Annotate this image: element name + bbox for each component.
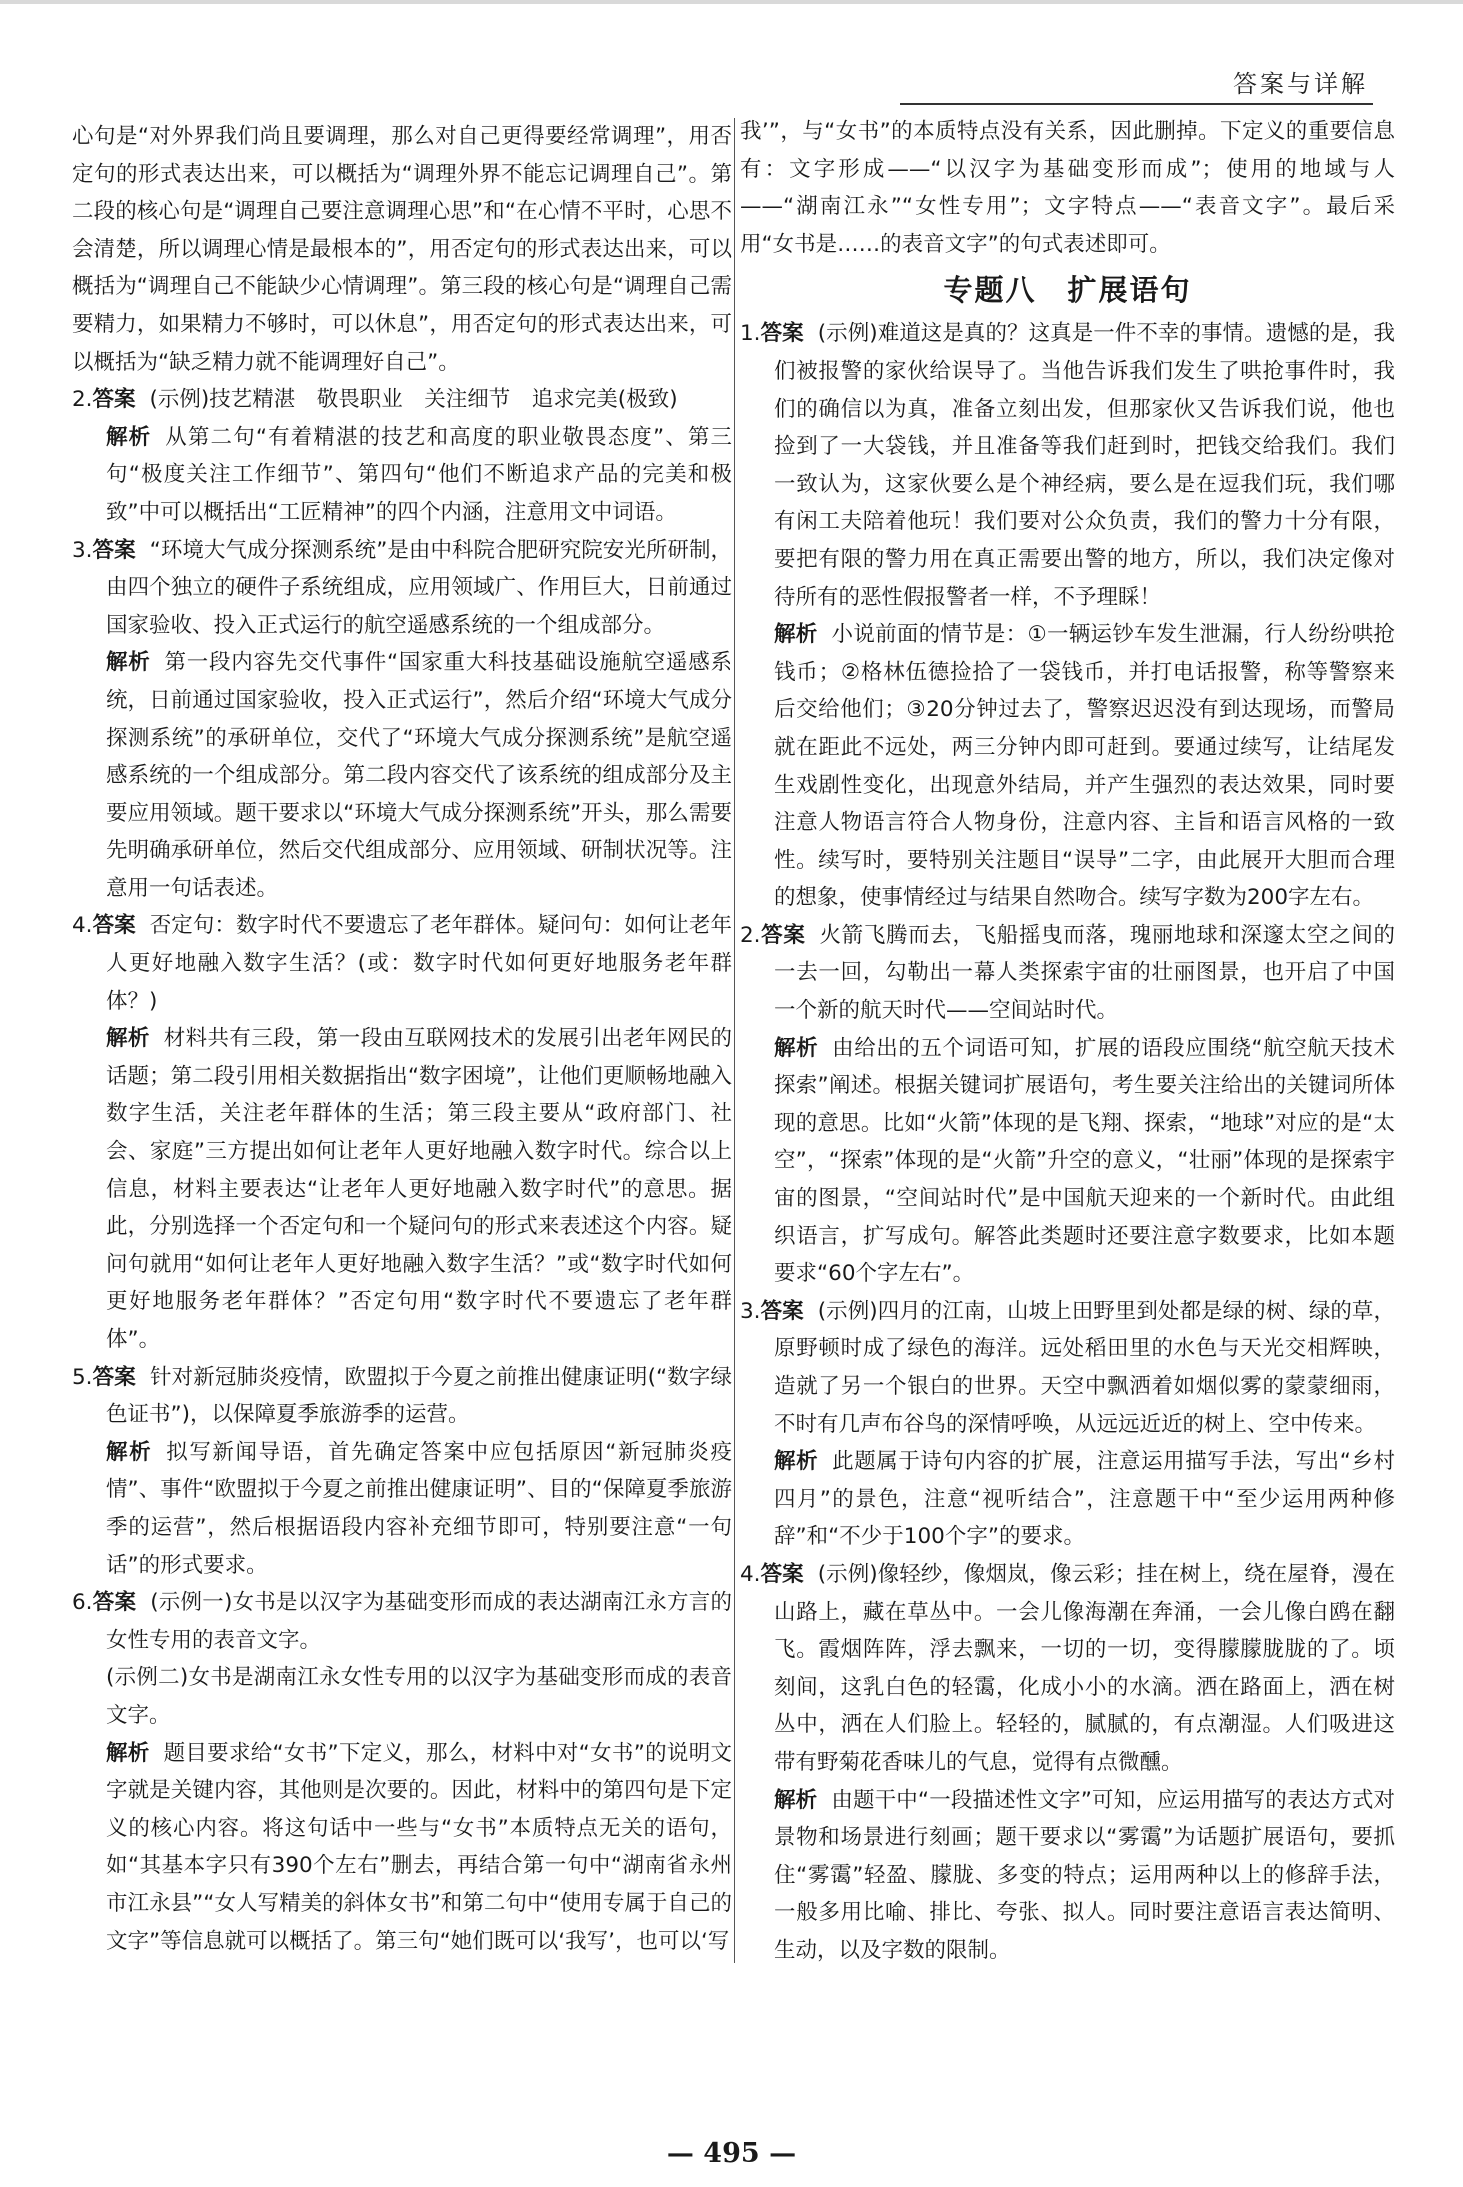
answer-text: 否定句：数字时代不要遗忘了老年群体。疑问句：如何让老年人更好地融入数字生活？(或：数字时代如何更好地服务老年群体？)	[106, 913, 732, 1014]
section8-question-4	[740, 1556, 1395, 1970]
question-2	[72, 381, 732, 531]
page-number: — 495 —	[666, 2138, 797, 2169]
question-5	[72, 1359, 732, 1585]
answer-label: 答案	[92, 537, 136, 563]
question-number: 5.	[72, 1364, 93, 1390]
analysis-text: 第一段内容先交代事件“国家重大科技基础设施航空遥感系统，日前通过国家验收，投入正式运行”，然后介绍“环境大气成分探测系统”的承研单位，交代了“环境大气成分探测系统”是航空遥感系统的一个组成部分。第二段内容交代了该系统的组成部分及主要应用领域。题干要求以“环境大气成分探测系统”开头，那么需要先明确承研单位，然后交代组成部分、应用领域、研制状况等。注意用一句话表述。	[106, 650, 732, 901]
answer-label: 答案	[760, 1298, 804, 1324]
answer-label: 答案	[760, 321, 804, 347]
answer-label: 答案	[92, 1590, 137, 1616]
answer-text: 针对新冠肺炎疫情，欧盟拟于今夏之前推出健康证明(“数字绿色证书”)，以保障夏季旅游季的运营。	[106, 1364, 732, 1428]
analysis-label: 解析	[774, 622, 818, 648]
answer-text: (示例一)女书是以汉字为基础变形而成的表达湖南江永方言的女性专用的表音文字。	[106, 1590, 732, 1653]
analysis-text: 由给出的五个词语可知，扩展的语段应围绕“航空航天技术探索”阐述。根据关键词扩展语句，考生要关注给出的关键词所体现的意思。比如“火箭”体现的是飞翔、探索，“地球”对应的是“太空”，“探索”体现的是“火箭”升空的意义，“壮丽”体现的是探索宇宙的图景，“空间站时代”是中国航天迎来的一个新时代。由此组织语言，扩写成句。解答此类题时还要注意字数要求，比如本题要求“60个字左右”。	[774, 1035, 1395, 1287]
analysis-label: 解析	[106, 650, 151, 676]
top-edge	[0, 0, 1463, 4]
answer-label: 答案	[92, 387, 136, 413]
question-number: 4.	[72, 913, 93, 939]
question-3	[72, 532, 732, 908]
question-6	[72, 1584, 732, 1960]
section8-question-2	[740, 917, 1395, 1293]
analysis-label: 解析	[106, 424, 152, 450]
analysis-text: 题目要求给“女书”下定义，那么，材料中对“女书”的说明文字就是关键内容，其他则是次要的。因此，材料中的第四句是下定义的核心内容。将这句话中一些与“女书”本质特点无关的语句，如“其基本字只有390个左右”删去，再结合第一句中“湖南省永州市江永县”“女人写精美的斜体女书”和第二句中“使用专属于自己的文字”等信息就可以概括了。第三句“她们既可以‘我写’，也可以‘写	[106, 1740, 732, 1954]
answer-text: (示例)技艺精湛 敬畏职业 关注细节 追求完美(极致)	[149, 387, 678, 413]
answer-text: (示例)像轻纱，像烟岚，像云彩；挂在树上，绕在屋脊，漫在山路上，藏在草丛中。一会儿像海潮在奔涌，一会儿像白鸥在翻飞。霞烟阵阵，浮去飘来，一切的一切，变得朦朦胧胧的了。顷刻间，这乳白色的轻霭，化成小小的水滴。洒在路面上，洒在树丛中，洒在人们脸上。轻轻的，腻腻的，有点潮湿。人们吸进这带有野菊花香味儿的气息，觉得有点微醺。	[774, 1561, 1395, 1775]
analysis-text: 小说前面的情节是：①一辆运钞车发生泄漏，行人纷纷哄抢钱币；②格林伍德捡拾了一袋钱币，并打电话报警，称等警察来后交给他们；③20分钟过去了，警察迟迟没有到达现场，而警局就在距此不远处，两三分钟内即可赶到。要通过续写，让结尾发生戏剧性变化，出现意外结局，并产生强烈的表达效果，同时要注意人物语言符合人物身份，注意内容、主旨和语言风格的一致性。续写时，要特别关注题目“误导”二字，由此展开大胆而合理的想象，使事情经过与结果自然吻合。续写字数为200字左右。	[774, 622, 1395, 911]
answer-text: 火箭飞腾而去，飞船摇曳而落，瑰丽地球和深邃太空之间的一去一回，勾勒出一幕人类探索宇宙的壮丽图景，也开启了中国一个新的航天时代——空间站时代。	[774, 922, 1395, 1024]
question-number: 4.	[740, 1561, 761, 1587]
answer-text: (示例)四月的江南，山坡上田野里到处都是绿的树、绿的草，原野顿时成了绿色的海洋。远处稻田里的水色与天光交相辉映，造就了另一个银白的世界。天空中飘洒着如烟似雾的蒙蒙细雨，不时有几声布谷鸟的深情呼唤，从远远近近的树上、空中传来。	[774, 1298, 1395, 1437]
analysis-text: 材料共有三段，第一段由互联网技术的发展引出老年网民的话题；第二段引用相关数据指出“数字困境”，让他们更顺畅地融入数字生活，关注老年群体的生活；第三段主要从“政府部门、社会、家庭”三方提出如何让老年人更好地融入数字时代。综合以上信息，材料主要表达“让老年人更好地融入数字时代”的意思。据此，分别选择一个否定句和一个疑问句的形式来表述这个内容。疑问句就用“如何让老年人更好地融入数字生活？”或“数字时代如何更好地服务老年群体？”否定句用“数字时代不要遗忘了老年群体”。	[106, 1026, 732, 1352]
section8-question-3	[740, 1293, 1395, 1556]
section8-question-1	[740, 315, 1395, 917]
column-divider	[734, 118, 735, 1963]
analysis-label: 解析	[774, 1035, 819, 1061]
header-rule	[900, 103, 1373, 105]
analysis-label: 解析	[106, 1439, 153, 1465]
right-column	[740, 113, 1395, 1970]
question-number: 3.	[72, 537, 93, 563]
question-number: 3.	[740, 1298, 761, 1324]
answer-text: (示例)难道这是真的？这真是一件不幸的事情。遗憾的是，我们被报警的家伙给误导了。当他告诉我们发生了哄抢事件时，我们的确信以为真，准备立刻出发，但那家伙又告诉我们说，他也捡到了一大袋钱，并且准备等我们赶到时，把钱交给我们。我们一致认为，这家伙要么是个神经病，要么是在逗我们玩，我们哪有闲工夫陪着他玩！我们要对公众负责，我们的警力十分有限，要把有限的警力用在真正需要出警的地方，所以，我们决定像对待所有的恶性假报警者一样，不予理睬！	[774, 321, 1395, 610]
answer-text: “环境大气成分探测系统”是由中科院合肥研究院安光所研制，由四个独立的硬件子系统组成，应用领域广、作用巨大，日前通过国家验收、投入正式运行的航空遥感系统的一个组成部分。	[106, 537, 732, 638]
analysis-label: 解析	[774, 1787, 818, 1813]
analysis-label: 解析	[774, 1449, 819, 1475]
answer-label: 答案	[760, 922, 806, 948]
answer-label: 答案	[92, 913, 136, 939]
analysis-text: 由题干中“一段描述性文字”可知，应运用描写的表达方式对景物和场景进行刻画；题干要求以“雾霭”为话题扩展语句，要抓住“雾霭”轻盈、朦胧、多变的特点；运用两种以上的修辞手法，一般多用比喻、排比、夸张、拟人。同时要注意语言表达简明、生动，以及字数的限制。	[774, 1787, 1395, 1963]
continued-paragraph: 心句是“对外界我们尚且要调理，那么对自己更得要经常调理”，用否定句的形式表达出来，可以概括为“调理外界不能忘记调理自己”。第二段的核心句是“调理自己要注意调理心思”和“在心情不平时，心思不会清楚，所以调理心情是最根本的”，用否定句的形式表达出来，可以概括为“调理自己不能缺少心情调理”。第三段的核心句是“调理自己需要精力，如果精力不够时，可以休息”，用否定句的形式表达出来，可以概括为“缺乏精力就不能调理好自己”。	[72, 124, 732, 375]
section-title: 专题八 扩展语句	[943, 273, 1192, 308]
question-number: 2.	[72, 387, 93, 413]
analysis-text: 拟写新闻导语，首先确定答案中应包括原因“新冠肺炎疫情”、事件“欧盟拟于今夏之前推出健康证明”、目的“保障夏季旅游季的运营”，然后根据语段内容补充细节即可，特别要注意“一句话”的形式要求。	[106, 1439, 732, 1578]
analysis-text: 此题属于诗句内容的扩展，注意运用描写手法，写出“乡村四月”的景色，注意“视听结合”，注意题干中“至少运用两种修辞”和“不少于100个字”的要求。	[774, 1449, 1395, 1550]
question-number: 6.	[72, 1590, 93, 1616]
running-header: 答案与详解	[1233, 70, 1368, 98]
analysis-label: 解析	[106, 1740, 150, 1766]
answer-text-2: (示例二)女书是湖南江永女性专用的以汉字为基础变形而成的表音文字。	[106, 1665, 732, 1728]
answer-label: 答案	[92, 1364, 136, 1390]
analysis-text: 从第二句“有着精湛的技艺和高度的职业敬畏态度”、第三句“极度关注工作细节”、第四句“他们不断追求产品的完美和极致”中可以概括出“工匠精神”的四个内涵，注意用文中词语。	[106, 424, 732, 525]
continued-paragraph: 我’”，与“女书”的本质特点没有关系，因此删掉。下定义的重要信息有：文字形成——“以汉字为基础变形而成”；使用的地域与人——“湖南江永”“女性专用”；文字特点——“表音文字”。最后采用“女书是……的表音文字”的句式表述即可。	[740, 119, 1395, 257]
left-column	[72, 118, 732, 1960]
question-4	[72, 907, 732, 1358]
question-number: 1.	[740, 321, 761, 347]
answer-label: 答案	[760, 1561, 804, 1587]
question-number: 2.	[740, 922, 761, 948]
analysis-label: 解析	[106, 1026, 150, 1052]
